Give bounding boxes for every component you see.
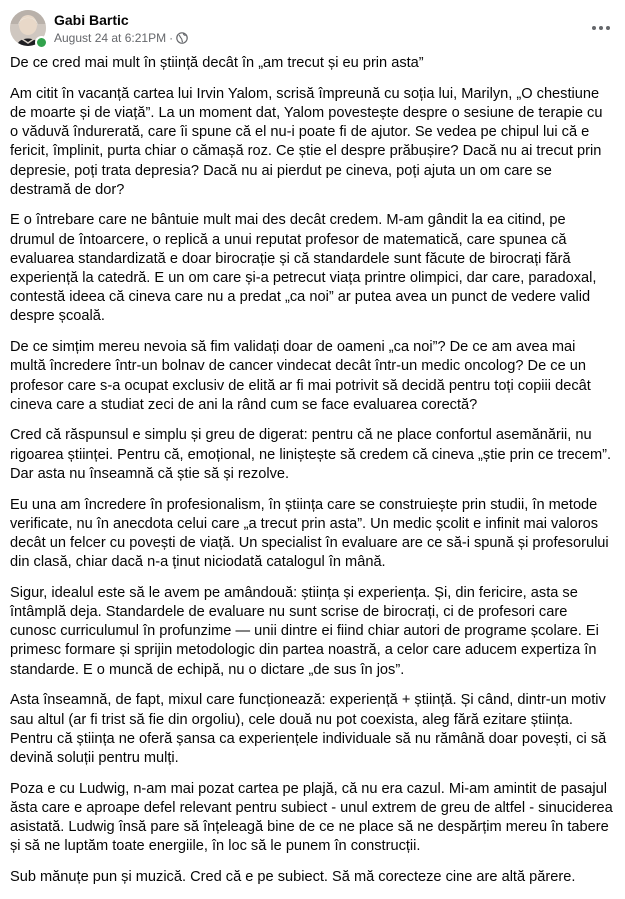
post-date[interactable]: August 24 at 6:21PM — [54, 31, 167, 45]
post-text — [10, 54, 614, 899]
post-paragraph: Eu una am încredere în profesionalism, în știința care se construiește prin studii, în metode verificate, nu în anecdota celui care „a trecut prin asta”. Un medic școlit e infinit mai valoros decât un felcer cu povești de viață. Un specialist în evaluare are ce să-i spună și profesorului din clasă, chiar dacă n-a ținut niciodată catalogul în mână. — [10, 496, 609, 571]
more-options-button[interactable] — [585, 14, 617, 42]
globe-icon[interactable] — [176, 32, 188, 44]
post-paragraph: De ce simțim mereu nevoia să fim validați doar de oameni „ca noi”? De ce am avea mai multă încredere într-un bolnav de cancer vindecat decât într-un medic oncolog? De ce un profesor care s-a ocupat exclusiv de elită ar fi mai potrivit să decidă pentru toți copiii decât cineva care a studiat zeci de ani la rând cum se face evaluarea corectă? — [10, 339, 591, 413]
post-paragraph: Poza e cu Ludwig, n-am mai pozat cartea pe plajă, că nu era cazul. Mi-am amintit de pasajul ăsta care e aproape defel relevant pentru subiect - unul extrem de greu de altfel - sinuciderea asistată. Ludwig însă pare să înțeleagă bine de ce ne place să ne despărțim mereu în tabere și să ne luptăm toate energiile, în loc să le punem în construcții. — [10, 780, 613, 855]
more-options-icon — [592, 26, 610, 30]
post-paragraph: Sub mănuțe pun și muzică. Cred că e pe subiect. Să mă corecteze cine are altă părere. — [10, 869, 576, 886]
post-paragraph: Am citit în vacanță cartea lui Irvin Yalom, scrisă împreună cu soția lui, Marilyn, „O chestiune de moarte și de viață”. La un moment dat, Yalom povestește despre o sesiune de terapie cu o văduvă îndurerată, care îi spune că el nu-i poate fi de ajutor. Se vedea pe chipul lui că e fericit, împlinit, purta chiar o cămașă roz. Ce știe el despre prăbușire? Dacă nu ai trecut prin depresie, poți trata depresia? Dacă nu ai pierdut pe cineva, poți ajuta un om care se destramă de dor? — [10, 85, 603, 198]
post-header — [0, 0, 625, 56]
post-paragraph: Sigur, idealul este să le avem pe amândouă: știința și experiența. Și, din fericire, asta se întâmplă deja. Standardele de evaluare nu sunt scrise de birocrați, ci de profesori care cunosc curriculumul în profunzime — unii dintre ei fiind chiar autori de programe școlare. Ei primesc formare și sprijin metodologic din partea noastră, a celor care aducem expertiza în standarde. E o muncă de echipă, nu o dictare „de sus în jos”. — [10, 584, 599, 678]
author-name[interactable]: Gabi Bartic — [54, 12, 129, 28]
post-meta — [54, 30, 188, 46]
post-paragraph: Cred că răspunsul e simplu și greu de digerat: pentru că ne place confortul asemănării, nu rigoarea științei. Pentru că, emoțional, ne liniștește să credem că cineva „știe prin ce trecem”. Dar asta nu înseamnă că știe să și rezolve. — [10, 427, 612, 482]
post-paragraph: De ce cred mai mult în știință decât în „am trecut și eu prin asta” — [10, 55, 424, 71]
post-paragraph: E o întrebare care ne bântuie mult mai des decât credem. M-am gândit la ea citind, pe drumul de întoarcere, o replică a unui reputat profesor de matematică, care spunea că evaluarea standardizată e doar birocrație și că standardele sunt făcute de birocrați fără experiență la catedră. E un om care și-a petrecut viața printre olimpici, dar care, paradoxal, contestă ideea că cineva care nu a predat „ca noi” ar putea avea un punct de vedere valid despre școală. — [10, 212, 597, 325]
online-status-dot — [35, 36, 48, 49]
post-paragraph: Asta înseamnă, de fapt, mixul care funcționează: experiență + știință. Și când, dintr-un motiv sau altul (ar fi trist să fie din orgoliu), cele două nu pot coexista, aleg fără ezitare știința. Pentru că știința ne oferă șansa ca experiențele individuale să nu rămână doar povești, ci să devină soluții pentru mulți. — [10, 692, 607, 766]
meta-separator: · — [169, 31, 174, 45]
